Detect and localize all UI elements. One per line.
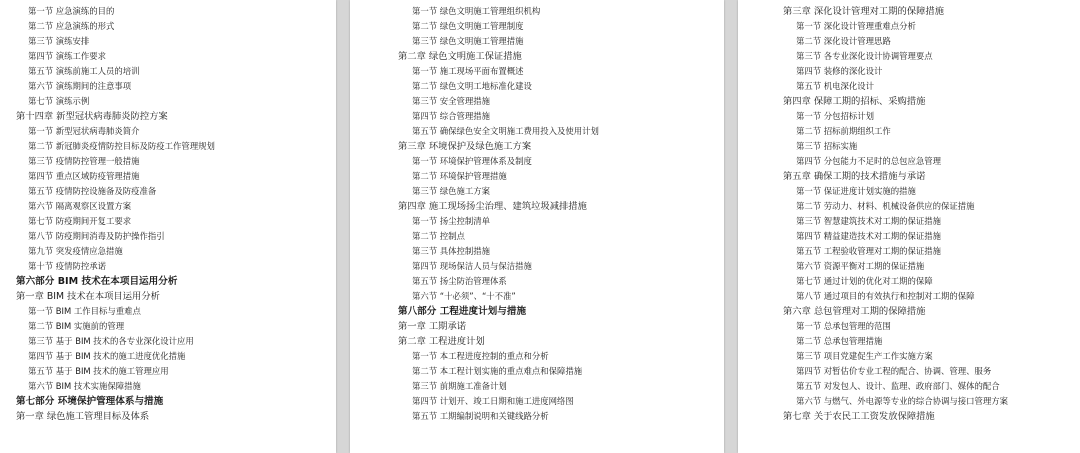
toc-section: 第六节 “十必须”、“十不准” bbox=[412, 291, 516, 301]
toc-section: 第一节 应急演练的目的 bbox=[28, 6, 115, 16]
toc-section: 第二节 绿色文明工地标准化建设 bbox=[412, 81, 532, 91]
toc-chapter: 第六章 总包管理对工期的保障措施 bbox=[783, 306, 926, 317]
toc-section: 第二节 本工程计划实施的重点难点和保障措施 bbox=[412, 366, 583, 376]
toc-section: 第二节 招标前期组织工作 bbox=[796, 126, 891, 136]
toc-list bbox=[0, 4, 336, 424]
toc-chapter: 第七章 关于农民工工资发放保障措施 bbox=[783, 411, 935, 422]
toc-part-heading: 第八部分 工程进度计划与措施 bbox=[398, 306, 527, 317]
document-page-1 bbox=[0, 0, 336, 453]
toc-section: 第三节 前期施工准备计划 bbox=[412, 381, 507, 391]
toc-section: 第四节 对暂估价专业工程的配合、协调、管理、服务 bbox=[796, 366, 992, 376]
toc-section: 第三节 项目党建促生产工作实施方案 bbox=[796, 351, 933, 361]
toc-section: 第四节 计划开、竣工日期和施工进度网络图 bbox=[412, 396, 574, 406]
toc-section: 第五节 工期编制说明和关键线路分析 bbox=[412, 411, 549, 421]
toc-section: 第二节 深化设计管理思路 bbox=[796, 36, 891, 46]
toc-section: 第九节 突发疫情应急措施 bbox=[28, 246, 123, 256]
toc-section: 第三节 招标实施 bbox=[796, 141, 858, 151]
toc-section: 第一节 绿色文明施工管理组织机构 bbox=[412, 6, 541, 16]
toc-section: 第四节 综合管理措施 bbox=[412, 111, 491, 121]
toc-chapter: 第四章 保障工期的招标、采购措施 bbox=[783, 96, 926, 107]
toc-section: 第七节 演练示例 bbox=[28, 96, 90, 106]
toc-section: 第一节 施工现场平面布置概述 bbox=[412, 66, 524, 76]
toc-section: 第五节 确保绿色安全文明施工费用投入及使用计划 bbox=[412, 126, 599, 136]
toc-section: 第五节 扬尘防治管理体系 bbox=[412, 276, 507, 286]
toc-section: 第二节 BIM 实施前的管理 bbox=[28, 321, 125, 331]
toc-section: 第二节 绿色文明施工管理制度 bbox=[412, 21, 524, 31]
toc-section: 第七节 通过计划的优化对工期的保障 bbox=[796, 276, 933, 286]
toc-chapter: 第五章 确保工期的技术措施与承诺 bbox=[783, 171, 926, 182]
toc-section: 第六节 资源平衡对工期的保证措施 bbox=[796, 261, 925, 271]
toc-section: 第六节 演练期间的注意事项 bbox=[28, 81, 132, 91]
toc-section: 第六节 隔离观察区设置方案 bbox=[28, 201, 132, 211]
toc-section: 第六节 与燃气、外电源等专业的综合协调与接口管理方案 bbox=[796, 396, 1009, 406]
toc-section: 第三节 基于 BIM 技术的各专业深化设计应用 bbox=[28, 336, 194, 346]
toc-section: 第三节 疫情防控管理一般措施 bbox=[28, 156, 140, 166]
toc-section: 第一节 总承包管理的范围 bbox=[796, 321, 891, 331]
toc-section: 第四节 现场保洁人员与保洁措施 bbox=[412, 261, 532, 271]
toc-chapter: 第三章 环境保护及绿色施工方案 bbox=[398, 141, 532, 152]
toc-section: 第五节 工程验收管理对工期的保证措施 bbox=[796, 246, 942, 256]
toc-section: 第五节 机电深化设计 bbox=[796, 81, 875, 91]
toc-section: 第一节 保证进度计划实施的措施 bbox=[796, 186, 916, 196]
toc-section: 第四节 分包能力不足时的总包应急管理 bbox=[796, 156, 942, 166]
toc-section: 第七节 防疫期间开复工要求 bbox=[28, 216, 132, 226]
toc-chapter: 第二章 工程进度计划 bbox=[398, 336, 485, 347]
toc-section: 第二节 新冠肺炎疫情防控目标及防疫工作管理规划 bbox=[28, 141, 215, 151]
toc-section: 第一节 扬尘控制清单 bbox=[412, 216, 491, 226]
toc-section: 第十节 疫情防控承诺 bbox=[28, 261, 107, 271]
toc-section: 第五节 疫情防控设施备及防疫准备 bbox=[28, 186, 157, 196]
toc-section: 第三节 绿色文明施工管理措施 bbox=[412, 36, 524, 46]
toc-section: 第三节 具体控制措施 bbox=[412, 246, 491, 256]
toc-list bbox=[738, 4, 1080, 424]
toc-section: 第三节 演练安排 bbox=[28, 36, 90, 46]
toc-section: 第六节 BIM 技术实施保障措施 bbox=[28, 381, 141, 391]
toc-section: 第一节 分包招标计划 bbox=[796, 111, 875, 121]
toc-section: 第二节 控制点 bbox=[412, 231, 465, 241]
toc-section: 第八节 通过项目的有效执行和控制对工期的保障 bbox=[796, 291, 975, 301]
document-page-2 bbox=[350, 0, 724, 453]
toc-section: 第一节 环境保护管理体系及制度 bbox=[412, 156, 532, 166]
toc-section: 第一节 BIM 工作目标与重难点 bbox=[28, 306, 141, 316]
toc-section: 第三节 安全管理措施 bbox=[412, 96, 491, 106]
toc-chapter: 第四章 施工现场扬尘治理、建筑垃圾减排措施 bbox=[398, 201, 587, 212]
toc-chapter: 第十四章 新型冠状病毒肺炎防控方案 bbox=[16, 111, 168, 122]
toc-section: 第一节 新型冠状病毒肺炎简介 bbox=[28, 126, 140, 136]
toc-section: 第三节 绿色施工方案 bbox=[412, 186, 491, 196]
toc-chapter: 第二章 绿色文明施工保证措施 bbox=[398, 51, 522, 62]
toc-section: 第四节 基于 BIM 技术的施工进度优化措施 bbox=[28, 351, 186, 361]
toc-section: 第八节 防疫期间消毒及防护操作指引 bbox=[28, 231, 165, 241]
toc-section: 第四节 演练工作要求 bbox=[28, 51, 107, 61]
toc-chapter: 第三章 深化设计管理对工期的保障措施 bbox=[783, 6, 945, 17]
toc-section: 第二节 总承包管理措施 bbox=[796, 336, 883, 346]
document-page-3 bbox=[738, 0, 1080, 453]
toc-section: 第四节 装修的深化设计 bbox=[796, 66, 883, 76]
toc-section: 第二节 环境保护管理措施 bbox=[412, 171, 507, 181]
toc-section: 第五节 演练前施工人员的培训 bbox=[28, 66, 140, 76]
toc-chapter: 第一章 工期承诺 bbox=[398, 321, 467, 332]
toc-section: 第一节 深化设计管理重难点分析 bbox=[796, 21, 916, 31]
toc-chapter: 第一章 BIM 技术在本项目运用分析 bbox=[16, 291, 160, 302]
toc-section: 第二节 应急演练的形式 bbox=[28, 21, 115, 31]
toc-section: 第二节 劳动力、材料、机械设备供应的保证措施 bbox=[796, 201, 975, 211]
toc-section: 第四节 重点区域防疫管理措施 bbox=[28, 171, 140, 181]
toc-part-heading: 第七部分 环境保护管理体系与措施 bbox=[16, 396, 164, 407]
toc-section: 第四节 精益建造技术对工期的保证措施 bbox=[796, 231, 942, 241]
toc-chapter: 第一章 绿色施工管理目标及体系 bbox=[16, 411, 150, 422]
toc-list bbox=[350, 4, 724, 424]
toc-part-heading: 第六部分 BIM 技术在本项目运用分析 bbox=[16, 276, 178, 287]
toc-section: 第三节 智慧建筑技术对工期的保证措施 bbox=[796, 216, 942, 226]
toc-section: 第一节 本工程进度控制的重点和分析 bbox=[412, 351, 549, 361]
toc-section: 第五节 基于 BIM 技术的施工管理应用 bbox=[28, 366, 169, 376]
toc-section: 第三节 各专业深化设计协调管理要点 bbox=[796, 51, 933, 61]
toc-section: 第五节 对发包人、设计、监理、政府部门、媒体的配合 bbox=[796, 381, 1000, 391]
